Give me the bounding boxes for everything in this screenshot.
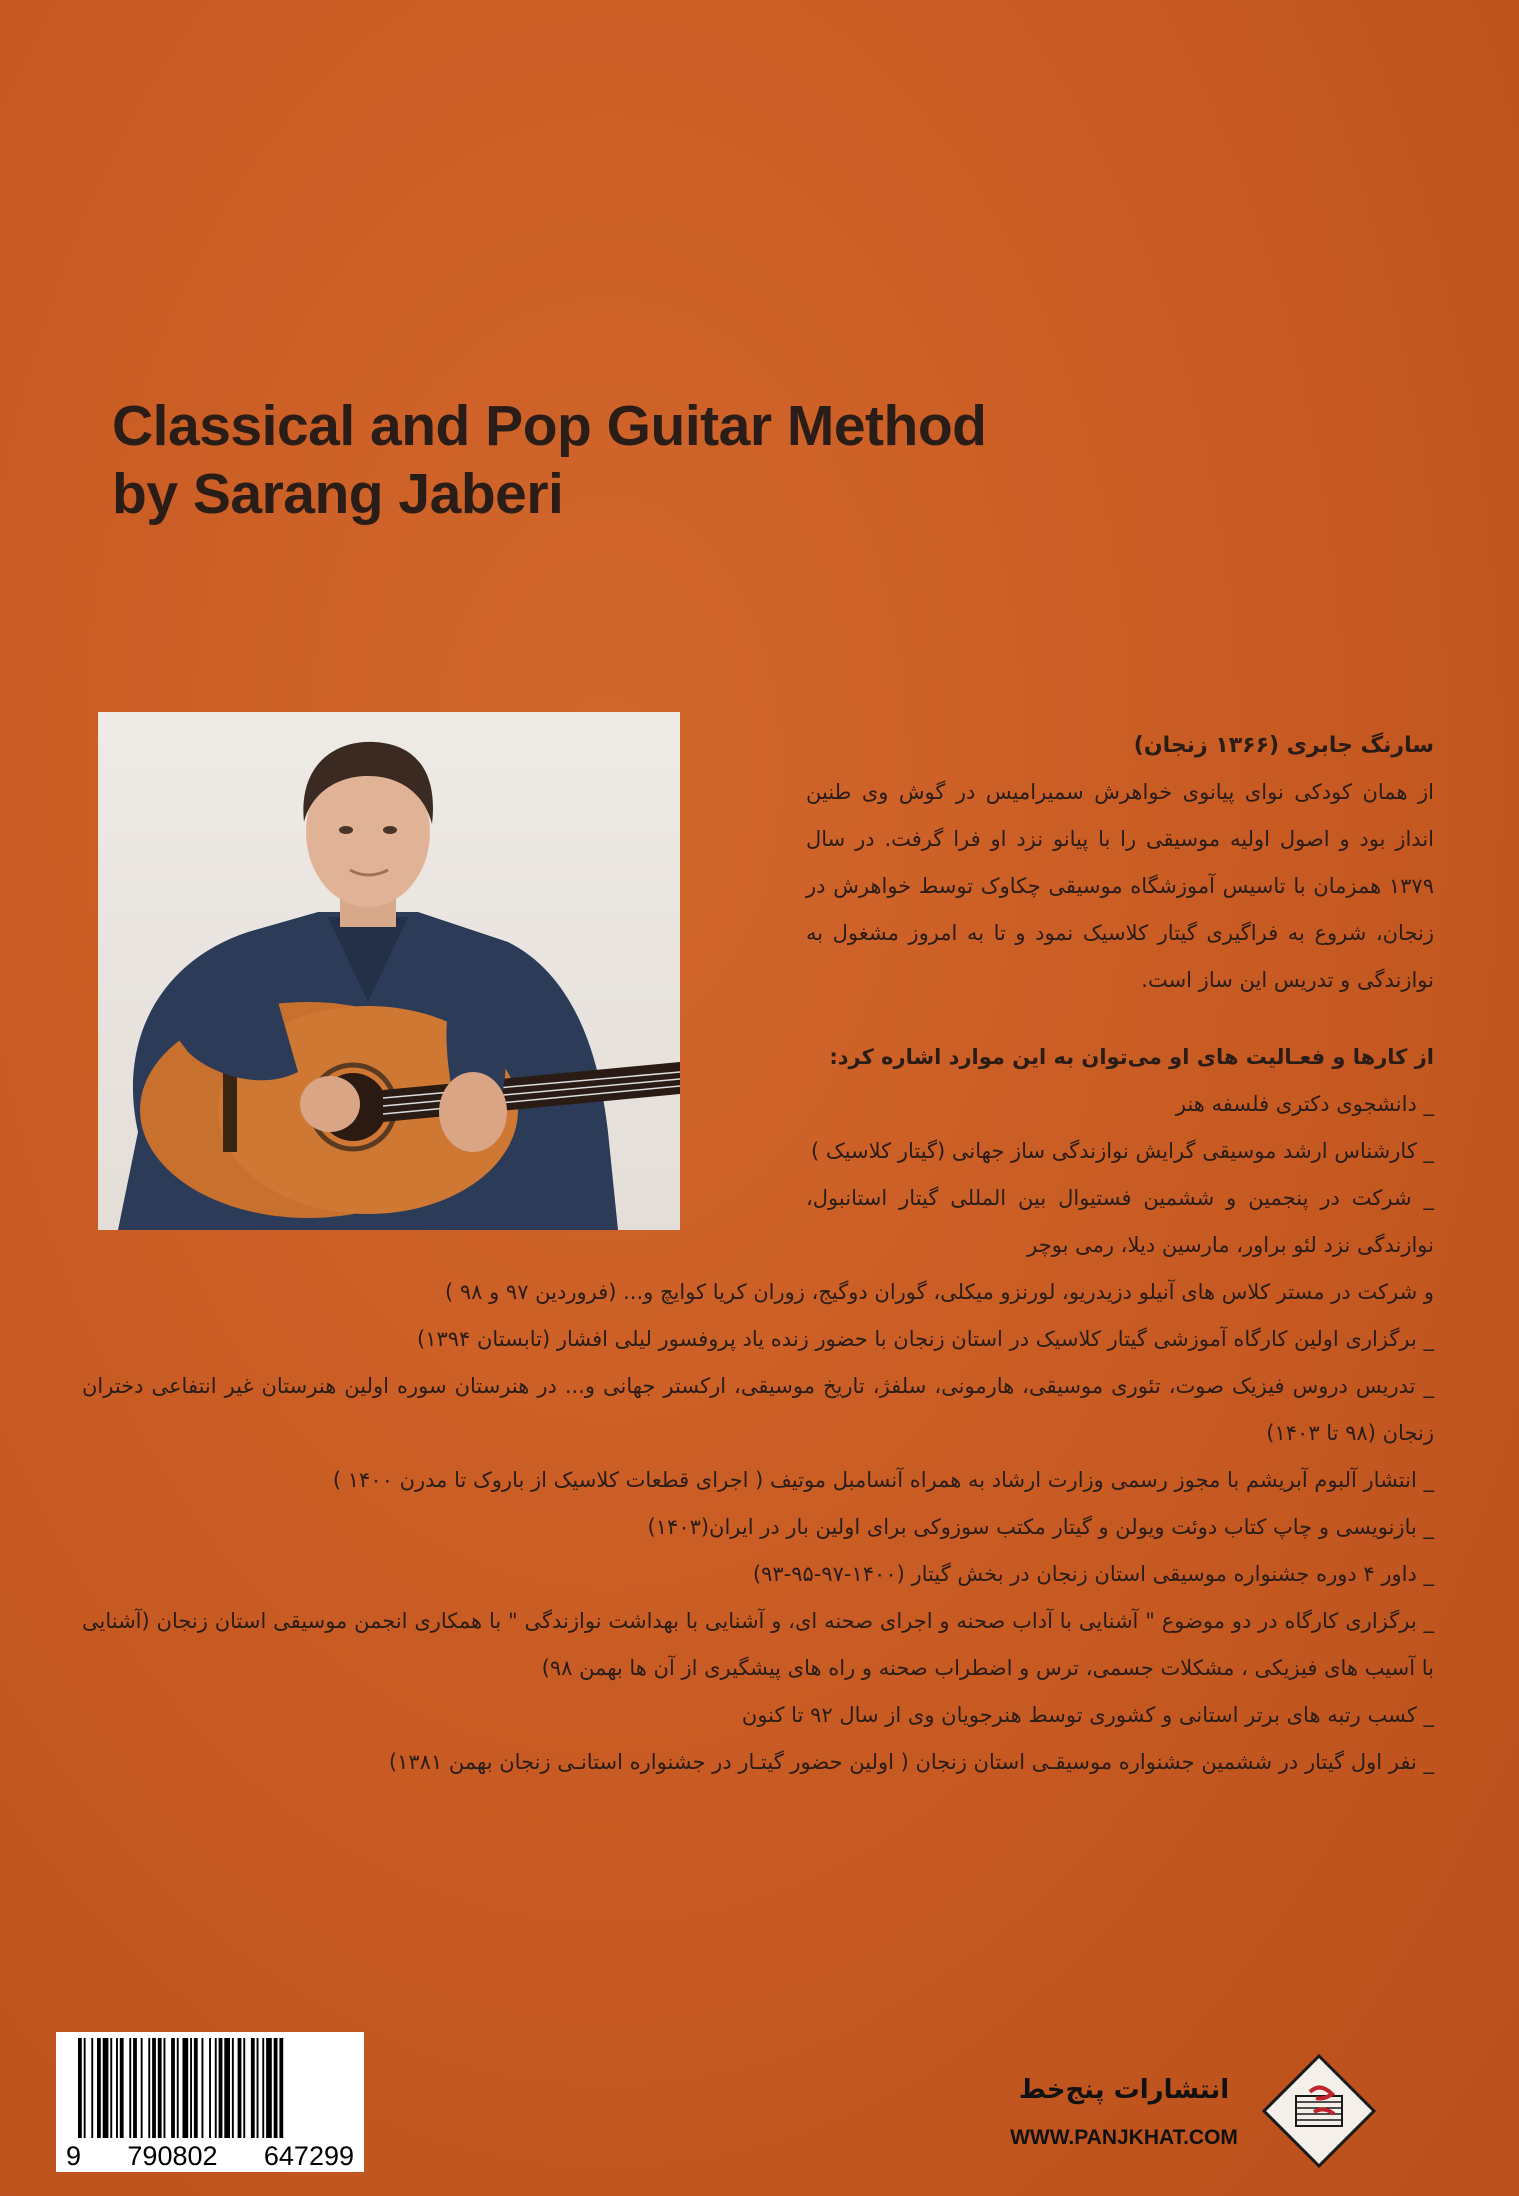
- activity-item: _ داور ۴ دوره جشنواره موسیقی استان زنجان در بخش گیتار (۱۴۰۰-۹۷-۹۵-۹۳): [752, 1562, 1434, 1586]
- book-title: [112, 392, 987, 528]
- activity-item: _ تدریس دروس فیزیک صوت، تئوری موسیقی، هارمونی، سلفژ، تاریخ موسیقی، ارکستر جهانی و... در هنرستان سوره اولین هنرستان غیر انتفاعی دختران زنجان (۹۸ تا ۱۴۰۳): [82, 1374, 1434, 1445]
- barcode-bar: [133, 2038, 137, 2138]
- barcode-bar: [158, 2038, 162, 2138]
- activity-item: _ کسب رتبه های برتر استانی و کشوری توسط هنرجویان وی از سال ۹۲ تا کنون: [741, 1703, 1434, 1727]
- activity-item: _ بازنویسی و چاپ کتاب دوئت ویولن و گیتار مکتب سوزوکی برای اولین بار در ایران(۱۴۰۳): [647, 1515, 1434, 1539]
- activity-item: _ دانشجوی دکتری فلسفه هنر: [1175, 1092, 1434, 1116]
- isbn-digits-mid: 790802: [127, 2140, 218, 2171]
- barcode-bar: [251, 2038, 255, 2138]
- activities-list: [82, 1081, 1434, 1786]
- barcode-bar: [78, 2038, 82, 2138]
- bio-heading: سارنگ جابری (۱۳۶۶ زنجان): [1133, 733, 1434, 758]
- barcode-bar: [266, 2038, 272, 2138]
- isbn-digits-left: 9: [66, 2140, 82, 2171]
- activity-item: _ برگزاری کارگاه در دو موضوع " آشنایی با آداب صحنه و اجرای صحنه ای، و آشنایی با بهداشت نوازندگی " با همکاری انجمن موسیقی استان زنجان (آشنایی با آسیب های فیزیکی ، مشکلات جسمی، ترس و اضطراب صحنه و راه های پیشگیری از آن ها بهمن ۹۸): [82, 1609, 1434, 1680]
- barcode-bar: [110, 2038, 112, 2138]
- bio-paragraph: از همان کودکی نوای پیانوی خواهرش سمیرامیس در گوش وی طنین انداز بود و اصول اولیه موسیقی را با پیانو نزد او فرا گرفت. در سال ۱۳۷۹ همزمان با تاسیس آموزشگاه موسیقی چکاوک توسط خواهرش در زنجان، شروع به فراگیری گیتار کلاسیک نمود و تا به امروز مشغول به نوازندگی و تدریس این ساز است.: [806, 780, 1434, 992]
- barcode-bar: [103, 2038, 109, 2138]
- barcode-bar: [84, 2038, 86, 2138]
- publisher-info: [1004, 2072, 1244, 2150]
- barcode-bar: [238, 2038, 242, 2138]
- barcode-bar: [183, 2038, 189, 2138]
- barcode-bar: [141, 2038, 143, 2138]
- barcode-bar: [232, 2038, 234, 2138]
- barcode-bar: [274, 2038, 278, 2138]
- isbn-digits-right: 647299: [263, 2140, 354, 2171]
- publisher-url: WWW.PANJKHAT.COM: [1010, 2126, 1238, 2149]
- barcode-bar: [152, 2038, 156, 2138]
- isbn-number: [56, 2140, 364, 2172]
- barcode-bar: [116, 2038, 118, 2138]
- barcode-bar: [257, 2038, 259, 2138]
- book-title-line-2: by Sarang Jaberi: [112, 462, 564, 526]
- publisher-logo-icon: [1260, 2052, 1378, 2170]
- barcode-bar: [148, 2038, 150, 2138]
- barcode-bars: [56, 2032, 364, 2140]
- activity-item: _ کارشناس ارشد موسیقی گرایش نوازندگی ساز جهانی (گیتار کلاسیک ): [811, 1139, 1434, 1163]
- barcode-bar: [177, 2038, 179, 2138]
- barcode-bar: [97, 2038, 101, 2138]
- barcode-bar: [219, 2038, 223, 2138]
- barcode-bar: [243, 2038, 245, 2138]
- publisher-name: انتشارات پنج‌خط: [1018, 2075, 1230, 2105]
- barcode-bar: [190, 2038, 192, 2138]
- barcode-bar: [215, 2038, 217, 2138]
- author-biography: [82, 722, 1434, 1786]
- activity-item: _ برگزاری اولین کارگاه آموزشی گیتار کلاسیک در استان زنجان با حضور زنده یاد پروفسور لیلی افشار (تابستان ۱۳۹۴): [416, 1327, 1434, 1351]
- activity-item: _ نفر اول گیتار در ششمین جشنواره موسیقـی استان زنجان ( اولین حضور گیتـار در جشنواره استانـی زنجان بهمن ۱۳۸۱): [388, 1750, 1434, 1774]
- barcode-bar: [129, 2038, 131, 2138]
- barcode-bar: [209, 2038, 211, 2138]
- barcode-bar: [202, 2038, 204, 2138]
- barcode-bar: [194, 2038, 198, 2138]
- activities-heading: از کارها و فعـالیت های او می‌توان به این موارد اشاره کرد:: [829, 1045, 1434, 1069]
- barcode-bar: [279, 2038, 283, 2138]
- book-title-line-1: Classical and Pop Guitar Method: [112, 394, 987, 458]
- activity-item: _ انتشار آلبوم آبریشم با مجوز رسمی وزارت ارشاد به همراه آنسامبل موتیف ( اجرای قطعات کلاسیک از باروک تا مدرن ۱۴۰۰ ): [332, 1468, 1434, 1492]
- activity-item: _ شرکت در پنجمین و ششمین فستیوال بین المللی گیتار استانبول، نوازندگی نزد لئو براور، مارسین دیلا، رمی بوچر: [806, 1186, 1434, 1257]
- barcode-bar: [164, 2038, 166, 2138]
- barcode-bar: [120, 2038, 124, 2138]
- barcode-bar: [224, 2038, 230, 2138]
- barcode-bar: [262, 2038, 264, 2138]
- activity-item: و شرکت در مستر کلاس های آنیلو دزیدریو، لورنزو میکلی، گوران دوگیج، زوران کریا کوایچ و... (فروردین ۹۷ و ۹۸ ): [444, 1280, 1434, 1304]
- barcode-bar: [171, 2038, 175, 2138]
- barcode-bar: [91, 2038, 93, 2138]
